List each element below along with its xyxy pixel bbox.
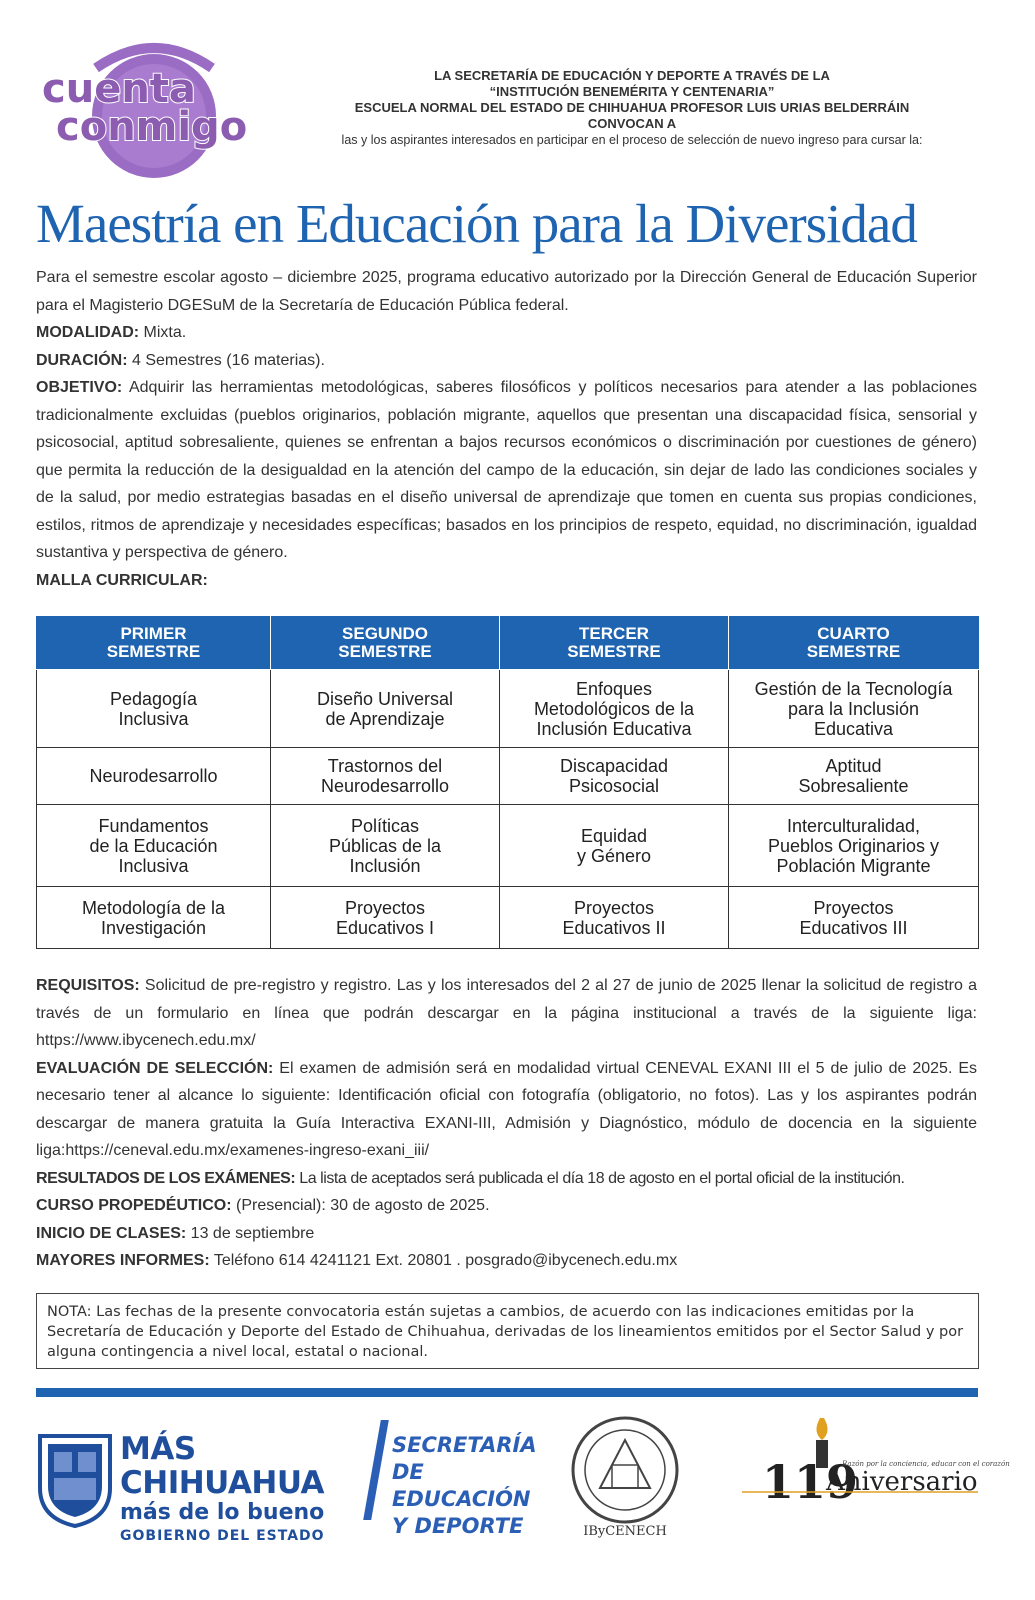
header-cell: PRIMER SEMESTRE [37,617,271,670]
anniversary-number: 119 [762,1455,859,1509]
anniversary-motto: Razón por la conciencia, educar con el corazón [842,1460,1010,1468]
mas-chihuahua-logo [120,1432,350,1546]
curso-label: CURSO PROPEDÉUTICO: [36,1197,232,1214]
program-description [36,264,977,594]
aniversario-logo [742,1410,1010,1540]
resultados-value: La lista de aceptados será publicada el día 18 de agosto en el portal oficial de la institución. [295,1169,905,1187]
malla-curricular-table [36,616,979,949]
state-shield-icon [36,1428,114,1528]
table-cell: Diseño Universal de Aprendizaje [271,670,500,748]
requisitos-value: Solicitud de pre-registro y registro. Las y los interesados del 2 al 27 de junio de 2025 llenar la solicitud de registro a través de un formulario en línea que podrán descargar en la página institucional a través de la siguiente liga: https://www.ibycenech.edu.mx/ [36,977,977,1049]
table-cell: Proyectos Educativos III [729,887,979,949]
duracion-line [36,347,977,375]
header-line-4: CONVOCAN A [587,116,677,131]
page-title: Maestría en Educación para la Diversidad [36,193,917,254]
modalidad-label: MODALIDAD: [36,324,140,341]
evaluacion-value: El examen de admisión será en modalidad virtual CENEVAL EXANI III el 5 de julio de 2025. Es necesario tener al alcance lo siguiente: Identificación oficial con fotografía (obligatorio, no fotos). Las y los aspirantes podrán descargar de manera gratuita la Guía Interactiva EXANI-III, Admisión y Diagnóstico, módulo de docencia en la siguiente liga:https://ceneval.edu.mx/examenes-ingreso-exani_iii/ [36,1059,977,1159]
header-cell: CUARTO SEMESTRE [729,617,979,670]
inicio-line [36,1220,977,1248]
mas-chihuahua-line-2: más de lo bueno [120,1500,325,1525]
logo-line-2: conmigo [56,104,248,150]
convocatoria-details [36,972,977,1275]
table-cell: Metodología de la Investigación [37,887,271,949]
header-cell: TERCER SEMESTRE [500,617,729,670]
inicio-label: INICIO DE CLASES: [36,1224,187,1242]
intro-paragraph: Para el semestre escolar agosto – diciembre 2025, programa educativo autorizado por la Dirección General de Educación Superior para el Magisterio DGESuM de la Secretaría de Educación Pública federal. [36,269,977,314]
objetivo-paragraph [36,374,977,567]
table-cell: Gestión de la Tecnología para la Inclusión Educativa [729,670,979,748]
curso-line [36,1192,977,1220]
resultados-line [36,1165,977,1193]
informes-label: MAYORES INFORMES: [36,1252,210,1269]
requisitos-label: REQUISITOS: [36,977,140,994]
table-cell: Equidad y Género [500,805,729,887]
requisitos-paragraph [36,972,977,1055]
nota-box: NOTA: Las fechas de la presente convocatoria están sujetas a cambios, de acuerdo con las indicaciones emitidas por la Secretaría de Educación y Deporte del Estado de Chihuahua, derivadas de los lineamientos emitidos por el Sector Salud y por alguna contingencia a nivel local, estatal o nacional. [36,1293,979,1369]
logo-line-1: cuenta [42,66,196,112]
table-cell: Políticas Públicas de la Inclusión [271,805,500,887]
table-cell: Trastornos del Neurodesarrollo [271,748,500,805]
header-cell: SEGUNDO SEMESTRE [271,617,500,670]
table-row [37,887,979,949]
mas-chihuahua-line-3: GOBIERNO DEL ESTADO [120,1528,325,1544]
duracion-value: 4 Semestres (16 materias). [127,351,325,369]
table-cell: Interculturalidad, Pueblos Originarios y Población Migrante [729,805,979,887]
table-cell: Discapacidad Psicosocial [500,748,729,805]
table-cell: Proyectos Educativos II [500,887,729,949]
duracion-label: DURACIÓN: [36,351,128,369]
objetivo-value: Adquirir las herramientas metodológicas, saberes filosóficos y políticos necesarios para atender a las poblaciones tradicionalmente excluidas (pueblos originarios, población migrante, aquellos que presentan una discapacidad física, sensorial y psicosocial, aptitud sobresaliente, quienes se enfrentan a bajos recursos económicos o discriminación por cuestiones de género) que permita la reducción de la desigualdad en la atención del campo de la educación, sin dejar de lado las condiciones sociales y de la salud, por medio estrategias basadas en el diseño universal de aprendizaje que tomen en cuenta sus propias condiciones, estilos, ritmos de aprendizaje y necesidades específicas; basados en los principios de respeto, equidad, no discriminación, igualdad sustantiva y perspectiva de género. [36,379,977,561]
table-cell: Pedagogía Inclusiva [37,670,271,748]
modalidad-value: Mixta. [139,324,187,341]
mas-chihuahua-line-1: MÁS CHIHUAHUA [120,1431,325,1501]
secretaria-logo [392,1432,552,1540]
secretaria-line-2: DE EDUCACIÓN [392,1460,531,1511]
resultados-label: RESULTADOS DE LOS EXÁMENES: [36,1169,296,1187]
table-cell: Proyectos Educativos I [271,887,500,949]
secretaria-line-3: Y DEPORTE [392,1514,524,1538]
header-intro: las y los aspirantes interesados en participar en el proceso de selección de nuevo ingreso para cursar la: [341,133,923,147]
table-row [37,805,979,887]
anniversary-word: Aniversario [826,1467,978,1497]
evaluacion-paragraph [36,1055,977,1165]
cuenta-conmigo-logo [36,28,260,188]
header-line-3: ESCUELA NORMAL DEL ESTADO DE CHIHUAHUA PROFESOR LUIS URIAS BELDERRÁIN [354,100,910,115]
header-line-2: “INSTITUCIÓN BENEMÉRITA Y CENTENARIA” [489,84,775,99]
table-cell: Aptitud Sobresaliente [729,748,979,805]
table-cell: Neurodesarrollo [37,748,271,805]
table-cell: Fundamentos de la Educación Inclusiva [37,805,271,887]
header [262,68,1002,148]
table-row [37,670,979,748]
informes-value: Teléfono 614 4241121 Ext. 20801 . posgrado@ibycenech.edu.mx [209,1252,678,1269]
modalidad-line [36,319,977,347]
table-row [37,748,979,805]
table-header-row [37,617,979,670]
logo-separator [363,1420,389,1520]
header-line-1: LA SECRETARÍA DE EDUCACIÓN Y DEPORTE A TRAVÉS DE LA [434,68,830,83]
seal-caption: IByCENECH [583,1524,667,1539]
inicio-value: 13 de septiembre [186,1224,315,1242]
secretaria-line-1: SECRETARÍA [392,1433,537,1457]
divider [36,1388,978,1397]
informes-line [36,1247,977,1275]
curso-value: (Presencial): 30 de agosto de 2025. [231,1197,490,1214]
table-cell: Enfoques Metodológicos de la Inclusión Educativa [500,670,729,748]
objetivo-label: OBJETIVO: [36,379,123,396]
ibycenech-seal-icon [560,1410,690,1540]
evaluacion-label: EVALUACIÓN DE SELECCIÓN: [36,1059,274,1077]
malla-label: MALLA CURRICULAR: [36,571,208,589]
